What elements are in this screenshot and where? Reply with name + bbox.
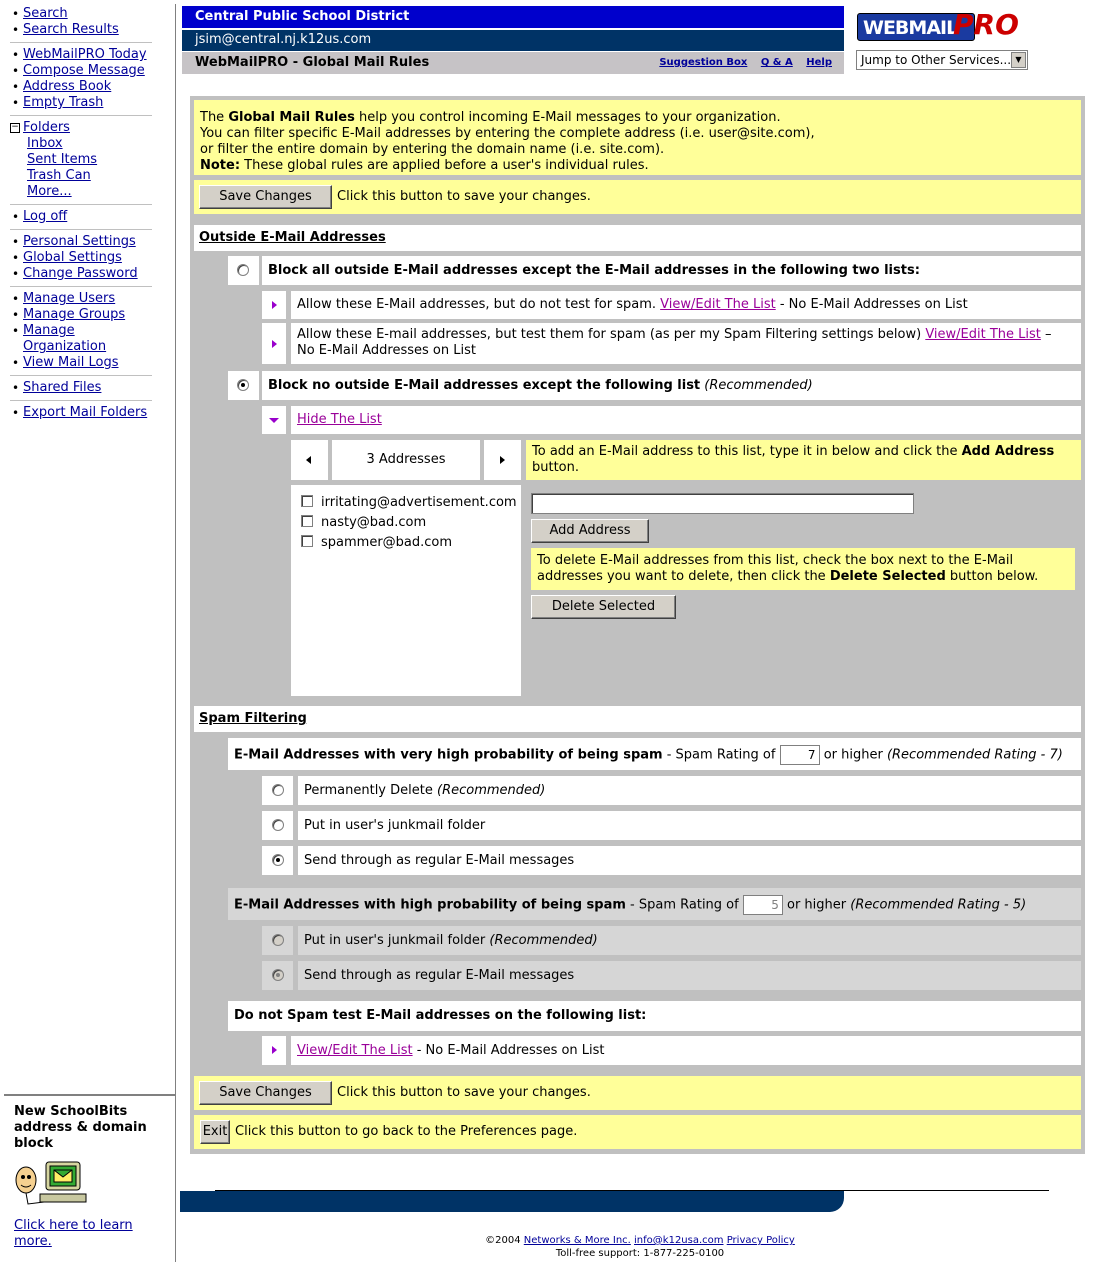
collapse-icon[interactable]: − [11,122,19,132]
vh-opt3-radio-cell [262,846,293,875]
vh-opt1-label-cell [298,776,1081,805]
list2-view-edit-link[interactable]: View/Edit The List [925,327,1041,342]
save-changes-button[interactable]: Save Changes [199,1081,332,1105]
note-text: These global rules are applied before a user's individual rules. [240,158,649,173]
add-hint-bold: Add Address [961,444,1055,459]
high-recommend: (Recommended Rating - 5) [850,897,1027,913]
h-opt1-radio-cell [262,926,293,955]
district-name: Central Public School District [195,9,410,24]
sidebar-item-shared-files[interactable]: Shared Files [23,380,102,395]
prev-arrow-icon[interactable] [306,456,311,464]
global-mail-rules-panel [190,96,1085,1154]
expand-arrow-icon[interactable] [272,301,277,309]
sidebar-item-more[interactable]: More... [27,184,72,199]
very-high-recommend: (Recommended Rating - 7) [886,747,1063,763]
logo-webmail-text: WEBMAIL [863,17,958,39]
delete-hint-text: To delete E-Mail addresses from this list, check the box next to the E-Mail addresses you want to delete, then click the [537,553,1014,584]
add-address-input[interactable] [531,493,914,514]
title-bar [182,52,844,74]
promo-title: New SchoolBits address & domain block [14,1104,147,1151]
sidebar-group-search [10,6,152,43]
spam-heading: Spam Filtering [199,711,307,726]
webmailpro-logo [857,9,1027,45]
sidebar-item-search-results[interactable]: Search Results [23,22,119,37]
delete-hint-bold: Delete Selected [829,569,946,584]
exit-hint: Click this button to go back to the Preferences page. [235,1124,578,1139]
computer-mascot-icon [14,1158,165,1214]
high-junkmail-radio[interactable] [272,934,284,946]
sidebar-item-manage-organization[interactable]: Manage Organization [23,323,107,354]
footer-bar [180,1191,844,1212]
no-test-status: - No E-Mail Addresses on List [416,1043,605,1058]
vh-opt3-text: Send through as regular E-Mail messages [304,853,575,868]
suggestion-box-link[interactable]: Suggestion Box [659,57,748,68]
qa-link[interactable]: Q & A [760,57,793,68]
vh-opt2-text: Put in user's junkmail folder [304,818,486,833]
email-link[interactable]: info@k12usa.com [634,1235,724,1246]
list2-line: Allow these E-mail addresses, but test them for spam (as per my Spam Filtering settings below) View/Edit The List – No E-Mail Addresses on List [297,327,1052,358]
very-high-rating-input[interactable]: 7 [780,745,820,765]
prev-page-cell [291,440,328,480]
intro-bold: Global Mail Rules [228,110,355,125]
save-hint: Click this button to save your changes. [337,1085,591,1100]
sidebar-item-change-password[interactable]: Change Password [23,266,138,281]
sidebar-item-search[interactable]: Search [23,6,68,21]
permanently-delete-radio[interactable] [272,784,284,796]
h-opt2-radio-cell [262,961,293,990]
sidebar-item-log-off[interactable]: Log off [23,209,68,224]
add-hint-text: button. [532,460,580,475]
footer-links-line [180,1234,1100,1247]
option2-radio-cell [228,371,259,400]
copyright: ©2004 [485,1235,521,1246]
add-address-button[interactable]: Add Address [531,519,649,543]
address-checkbox[interactable] [301,495,313,507]
very-high-row [228,738,1081,770]
sidebar-item-global-settings[interactable]: Global Settings [23,250,122,265]
next-arrow-icon[interactable] [500,456,505,464]
address-count: 3 Addresses [366,452,446,467]
save-hint: Click this button to save your changes. [337,189,591,204]
address-text: nasty@bad.com [321,515,427,530]
sidebar-group-settings [10,234,152,287]
expand-arrow-icon[interactable] [272,340,277,348]
sidebar-item-compose-message[interactable]: Compose Message [23,63,145,78]
vh-opt1-recommend: (Recommended) [437,783,546,798]
junkmail-radio[interactable] [272,819,284,831]
list1-view-edit-link[interactable]: View/Edit The List [660,297,776,312]
h-opt1-text: Put in user's junkmail folder [304,933,486,948]
logo-pro-text: PRO [953,8,1019,41]
block-no-radio[interactable] [237,379,249,391]
jump-services-select[interactable] [856,50,1028,70]
h-opt2-label-cell [298,961,1081,990]
h-opt2-text: Send through as regular E-Mail messages [304,968,575,983]
list1-status: - No E-Mail Addresses on List [779,297,968,312]
sidebar-group-manage [10,291,152,376]
note-label: Note: [200,158,241,173]
option1-label-cell [262,256,1081,285]
vh-opt1-text: Permanently Delete [304,783,433,798]
list1-line [297,297,968,313]
vh-opt1-radio-cell [262,776,293,805]
block-all-label: Block all outside E-Mail addresses except the E-Mail addresses in the following two lists: [268,263,920,278]
very-high-post: or higher [823,747,883,763]
address-checkbox[interactable] [301,515,313,527]
high-label: E-Mail Addresses with high probability of being spam [234,897,626,913]
no-test-row [228,1001,1081,1031]
intro-box [194,100,1081,175]
vh-opt2-radio-cell [262,811,293,840]
sidebar-group-mail [10,47,152,116]
list1-row [291,291,1081,319]
district-bar [182,6,844,28]
high-send-through-radio[interactable] [272,969,284,981]
hide-list-expand-cell [262,406,286,434]
user-email: jsim@central.nj.k12us.com [195,32,372,47]
list-item [301,513,521,533]
sidebar-item-export-mail-folders[interactable]: Export Mail Folders [23,405,148,420]
no-test-list-row [291,1036,1081,1065]
sidebar-item-manage-groups[interactable]: Manage Groups [23,307,126,322]
sidebar-item-inbox[interactable]: Inbox [27,136,63,151]
sidebar-group-folders [10,120,152,205]
delete-hint-text: button below. [945,569,1039,584]
option2-label-cell [262,371,1081,400]
save-row-bottom [194,1076,1081,1110]
promo-learn-more-link[interactable]: Click here to learn more. [14,1218,133,1249]
user-bar [182,30,844,51]
block-no-label: Block no outside E-Mail addresses except the following list [268,378,701,393]
vh-opt3-label-cell [298,846,1081,875]
vh-opt2-label-cell [298,811,1081,840]
help-link[interactable]: Help [806,57,832,68]
sidebar-item-webmailpro-today[interactable]: WebMailPRO Today [23,47,147,62]
very-high-label: E-Mail Addresses with very high probability of being spam [234,747,663,763]
header-links [649,57,832,68]
list2-expand-cell [262,323,286,364]
address-checkbox[interactable] [301,535,313,547]
hide-list-link[interactable]: Hide The List [297,412,382,427]
outside-heading: Outside E-Mail Addresses [199,230,386,245]
expand-arrow-icon[interactable] [272,1046,277,1054]
support-line: Toll-free support: 1-877-225-0100 [555,1248,725,1259]
option1-radio-cell [228,256,259,285]
promo-panel [4,1094,175,1262]
hide-list-row [291,406,1081,434]
list2-row [291,323,1081,364]
high-rating-input[interactable]: 5 [743,895,783,915]
privacy-policy-link[interactable]: Privacy Policy [726,1235,795,1246]
jump-services-value: Jump to Other Services... [861,53,1012,67]
list2-text: Allow these E-mail addresses, but test them for spam (as per my Spam Filtering settings below) [297,327,922,342]
page-title: WebMailPRO - Global Mail Rules [195,55,430,70]
address-text: irritating@advertisement.com [321,495,517,510]
high-post: or higher [787,897,847,913]
high-line [234,895,1026,915]
collapse-arrow-icon[interactable] [269,418,279,423]
sidebar-item-folders[interactable]: Folders [23,120,70,135]
block-all-radio[interactable] [237,264,249,276]
footer [180,1234,1100,1260]
sidebar-item-sent-items[interactable]: Sent Items [27,152,98,167]
exit-row [194,1115,1081,1149]
sidebar-group-shared [10,380,152,401]
list2-status: No E-Mail Addresses on List [297,343,476,358]
delete-selected-button[interactable]: Delete Selected [531,595,676,619]
high-row [228,888,1081,920]
delete-hint-box [531,548,1075,590]
next-page-cell [484,440,521,480]
sidebar-group-logoff [10,209,152,230]
intro-text: help you control incoming E-Mail messages to your organization. [354,110,781,125]
send-through-radio[interactable] [272,854,284,866]
intro-line: You can filter specific E-Mail addresses by entering the complete address (i.e. user@site.com), [200,126,815,141]
intro-text: The [200,110,229,125]
intro-line: or filter the entire domain by entering the domain name (i.e. site.com). [200,142,665,157]
no-test-expand-cell [262,1036,286,1065]
sidebar-item-trash-can[interactable]: Trash Can [27,168,91,183]
address-text: spammer@bad.com [321,535,453,550]
spam-heading-row [194,706,1081,732]
outside-heading-row [194,225,1081,251]
list1-text: Allow these E-Mail addresses, but do not test for spam. [297,297,656,312]
h-opt1-line [304,933,598,949]
sidebar-item-view-mail-logs[interactable]: View Mail Logs [23,355,119,370]
vh-opt1-line [304,783,545,799]
h-opt1-recommend: (Recommended) [489,933,598,948]
very-high-mid: - Spam Rating of [662,747,776,763]
very-high-line [234,745,1063,765]
list1-expand-cell [262,291,286,319]
add-hint-text: To add an E-Mail address to this list, type it in below and click the [532,444,962,459]
option2-line [268,378,813,394]
sidebar-item-empty-trash[interactable]: Empty Trash [23,95,104,110]
no-test-line [297,1043,605,1059]
sidebar-item-personal-settings[interactable]: Personal Settings [23,234,136,249]
dropdown-arrow-icon[interactable]: ▼ [1011,52,1026,68]
company-link[interactable]: Networks & More Inc. [523,1235,631,1246]
list-item [301,533,521,553]
sidebar-group-export [10,405,152,425]
no-test-label: Do not Spam test E-Mail addresses on the following list: [234,1008,647,1023]
address-list [291,485,521,696]
left-sidebar [4,4,176,1262]
sidebar-item-address-book[interactable]: Address Book [23,79,112,94]
list-item [301,493,521,513]
save-row-top [194,180,1081,214]
save-changes-button[interactable]: Save Changes [199,185,332,209]
high-mid: - Spam Rating of [625,897,739,913]
h-opt1-label-cell [298,926,1081,955]
sidebar-item-manage-users[interactable]: Manage Users [23,291,116,306]
exit-button[interactable]: Exit [200,1120,230,1144]
add-hint-box [526,440,1081,480]
no-test-view-edit-link[interactable]: View/Edit The List [297,1043,413,1058]
address-count-cell [332,440,480,480]
recommended-label: (Recommended) [704,378,813,393]
